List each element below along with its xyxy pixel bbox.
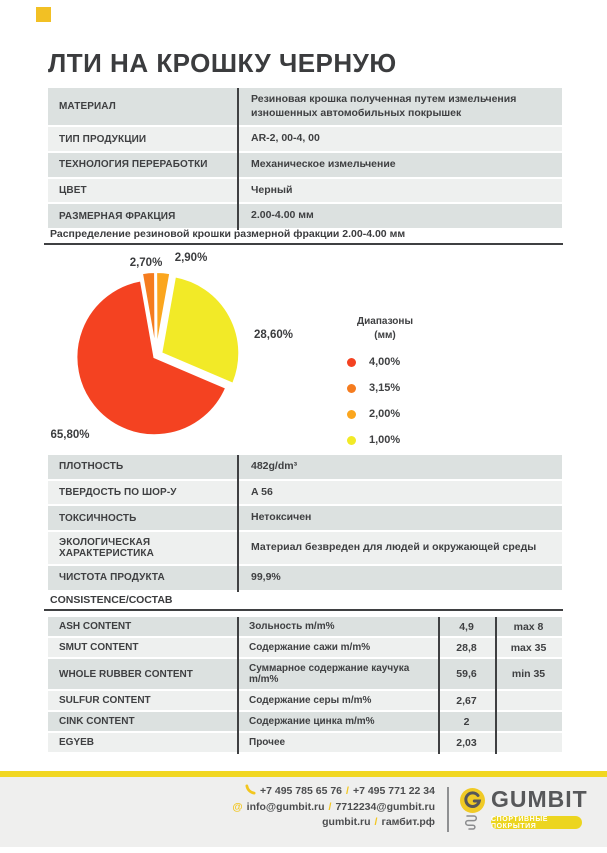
component-name: SULFUR CONTENT <box>59 695 151 706</box>
slash-separator: / <box>346 785 349 797</box>
property-value: A 56 <box>251 485 273 498</box>
contact-websites <box>232 815 435 831</box>
column-divider <box>237 88 239 230</box>
legend-item <box>337 356 452 368</box>
table-row <box>48 659 562 691</box>
table-row <box>48 691 562 712</box>
component-value: 2,67 <box>456 694 477 707</box>
spec-table <box>48 88 562 230</box>
legend-title: Диапазоны (мм) <box>357 316 413 341</box>
column-divider <box>438 617 440 754</box>
composition-heading: CONSISTENCE/СОСТАВ <box>50 594 173 606</box>
brand-name: GUMBIT <box>491 786 588 812</box>
spec-value: 2.00-4.00 мм <box>251 209 314 222</box>
email-address: info@gumbit.ru <box>246 800 325 813</box>
brand-tagline: СПОРТИВНЫЕ ПОКРЫТИЯ <box>491 815 549 830</box>
component-description: Прочее <box>249 737 286 748</box>
spec-value: AR-2, 00-4, 00 <box>251 132 320 145</box>
component-name: SMUT CONTENT <box>59 642 139 653</box>
column-divider <box>237 455 239 592</box>
section-rule <box>44 609 563 611</box>
composition-table <box>48 617 562 754</box>
property-value: 482g/dm³ <box>251 460 298 472</box>
property-label: ТОКСИЧНОСТЬ <box>59 512 137 524</box>
table-row <box>48 179 562 205</box>
component-limit: min 35 <box>511 668 546 680</box>
component-limit: max 35 <box>510 641 547 654</box>
legend-label: 1,00% <box>369 434 401 446</box>
tagline-pill <box>491 816 582 829</box>
spec-value: Механическое измельчение <box>251 157 396 170</box>
property-value: Нетоксичен <box>251 511 312 524</box>
component-name: EGYEB <box>59 737 95 748</box>
component-description: Содержание серы m/m% <box>249 695 372 706</box>
properties-table <box>48 455 562 592</box>
page-title: ЛТИ НА КРОШКУ ЧЕРНУЮ <box>48 48 397 78</box>
pie-slice-label: 28,60% <box>254 329 294 341</box>
spec-value: Черный <box>251 183 293 196</box>
table-row <box>48 506 562 532</box>
component-description: Зольность m/m% <box>249 621 335 632</box>
footer-divider <box>447 787 449 832</box>
slash-separator: / <box>374 816 378 828</box>
phone-number: +7 495 771 22 34 <box>352 785 435 797</box>
email-address: 7712234@gumbit.ru <box>335 800 435 813</box>
spec-label: ЦВЕТ <box>59 184 87 196</box>
pie-chart-svg <box>40 250 340 452</box>
legend-item <box>337 434 452 446</box>
legend-item <box>337 382 452 394</box>
gumbit-logo-icon <box>460 788 485 813</box>
table-row <box>48 204 562 230</box>
property-label: ЭКОЛОГИЧЕСКАЯ ХАРАКТЕРИСТИКА <box>59 536 154 559</box>
table-row <box>48 153 562 179</box>
property-label: ПЛОТНОСТЬ <box>59 461 124 473</box>
table-row <box>48 638 562 659</box>
section-rule <box>44 243 563 245</box>
table-row <box>48 455 562 481</box>
pie-slice-label: 2,70% <box>129 257 163 269</box>
property-value: Материал безвреден для людей и окружающей среды <box>251 541 537 554</box>
component-name: WHOLE RUBBER CONTENT <box>59 668 193 680</box>
contact-phones <box>232 784 435 800</box>
property-label: ТВЕРДОСТЬ ПО ШОР-У <box>59 486 177 498</box>
component-value: 59,6 <box>456 668 477 680</box>
component-value: 4,9 <box>459 620 474 633</box>
spec-label: ТЕХНОЛОГИЯ ПЕРЕРАБОТКИ <box>59 159 208 171</box>
phone-icon <box>245 784 256 795</box>
chart-title: Распределение резиновой крошки размерной фракции 2.00-4.00 мм <box>50 228 406 240</box>
at-icon: @ <box>232 800 243 813</box>
legend-label: 4,00% <box>369 356 401 368</box>
legend-dot-icon <box>347 410 356 419</box>
website-url: gumbit.ru <box>322 816 371 828</box>
table-row <box>48 566 562 592</box>
table-row <box>48 88 562 127</box>
legend-dot-icon <box>347 384 356 393</box>
legend-dot-icon <box>347 436 356 445</box>
spec-label: ТИП ПРОДУКЦИИ <box>59 133 147 145</box>
legend-label: 3,15% <box>369 382 401 394</box>
pie-slice-label: 65,80% <box>50 429 90 441</box>
table-row <box>48 733 562 754</box>
component-name: ASH CONTENT <box>59 621 132 632</box>
spec-label: МАТЕРИАЛ <box>59 101 116 113</box>
table-row <box>48 481 562 507</box>
component-description: Суммарное содержание каучука m/m% <box>249 663 410 685</box>
pie-slice-label: 2,90% <box>174 252 208 264</box>
contact-emails <box>232 800 435 816</box>
legend-item <box>337 408 452 420</box>
component-description: Содержание сажи m/m% <box>249 642 371 653</box>
component-description: Содержание цинка m/m% <box>249 716 375 727</box>
footer-contacts <box>232 784 435 831</box>
pie-chart <box>40 250 340 452</box>
spec-label: РАЗМЕРНАЯ ФРАКЦИЯ <box>59 210 176 222</box>
component-value: 2,03 <box>456 736 477 749</box>
component-value: 2 <box>463 715 470 728</box>
table-row <box>48 617 562 638</box>
chart-legend <box>337 315 452 446</box>
component-name: CINK CONTENT <box>59 716 135 727</box>
component-value: 28,8 <box>456 641 477 654</box>
component-limit: max 8 <box>513 620 544 633</box>
property-value: 99,9% <box>251 570 281 583</box>
property-label: ЧИСТОТА ПРОДУКТА <box>59 572 165 584</box>
table-row <box>48 712 562 733</box>
spec-value: Резиновая крошка полученная путем измельчения изношенных автомобильных покрышек <box>251 93 517 119</box>
legend-dot-icon <box>347 358 356 367</box>
column-divider <box>237 617 239 754</box>
table-row <box>48 532 562 566</box>
table-row <box>48 127 562 153</box>
slash-separator: / <box>328 800 332 813</box>
legend-label: 2,00% <box>369 408 401 420</box>
spiral-icon <box>463 814 478 831</box>
brand-corner-marker <box>36 7 51 22</box>
website-url: гамбит.рф <box>381 816 435 828</box>
phone-number: +7 495 785 65 76 <box>259 785 343 797</box>
column-divider <box>495 617 497 754</box>
